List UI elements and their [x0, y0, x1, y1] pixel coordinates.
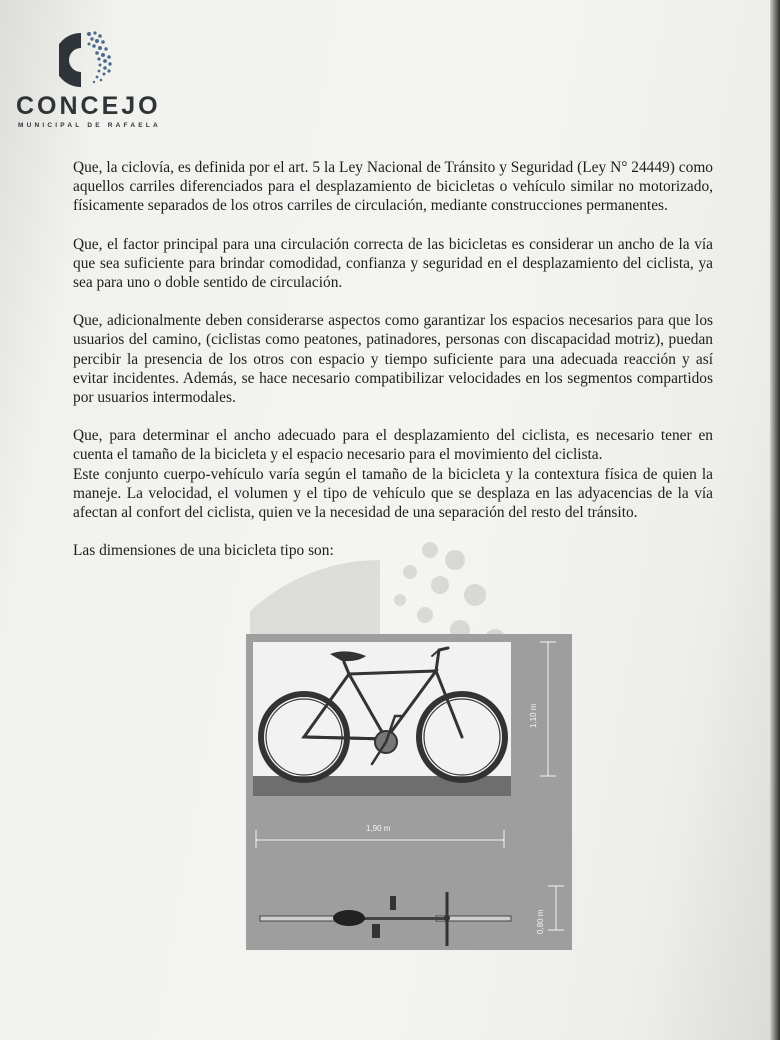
width-dimension-label: 0,80 m — [536, 909, 545, 934]
concejo-logo — [16, 30, 176, 130]
bicycle-top-view-icon — [260, 892, 511, 946]
paragraph-cyclist-width: Que, para determinar el ancho adecuado para el desplazamiento del ciclista, es necesario tener en cuenta el tamaño de la bicicleta y el espacio necesario para el movimiento del ciclista. Este conjunto cuerpo-vehículo varía según el tamaño de la bicicleta y la contextura física de quien la maneje. La velocidad, el volumen y el tipo de vehículo que se desplaza en las adyacencias de la vía afectan al confort del ciclista, quien ve la necesidad de una separación del resto del tránsito. — [73, 427, 713, 522]
concejo-seal-icon — [59, 30, 119, 90]
bicycle-dimensions-figure — [246, 634, 572, 950]
paragraph-ciclovia-definition: Que, la ciclovía, es definida por el art. 5 la Ley Nacional de Tránsito y Seguridad (Ley N° 24449) como aquellos carriles diferenciados para el desplazamiento de bicicletas o vehículo similar no motorizado, físicamente separados de los otros carriles de circulación, mediante construcciones permanentes. — [73, 159, 713, 215]
logo-name: CONCEJO — [16, 92, 161, 120]
document-body — [73, 158, 713, 579]
bicycle-diagram — [246, 634, 572, 950]
length-dimension-label: 1,90 m — [366, 824, 391, 833]
paper-edge — [770, 0, 780, 1040]
paragraph-road-users: Que, adicionalmente deben considerarse aspectos como garantizar los espacios necesarios para que los usuarios del camino, (ciclistas como peatones, patinadores, personas con discapacidad motriz), puedan percibir la presencia de los otros con espacio y tiempo suficiente para una adecuada reacción y así evitar incidentes. Además, se hace necesario compatibilizar velocidades en los segmentos compartidos por usuarios intermodales. — [73, 312, 713, 407]
height-dimension-label: 1,10 m — [529, 703, 538, 728]
paragraph-bike-dimensions-intro: Las dimensiones de una bicicleta tipo son: — [73, 542, 334, 560]
side-view-panel — [253, 642, 511, 776]
paragraph-road-width: Que, el factor principal para una circulación correcta de las bicicletas es considerar un ancho de la vía que sea suficiente para brindar comodidad, confianza y seguridad en el desplazamiento del ciclista, ya sea para uno o doble sentido de circulación. — [73, 235, 713, 292]
logo-subtitle: MUNICIPAL DE RAFAELA — [18, 122, 161, 129]
